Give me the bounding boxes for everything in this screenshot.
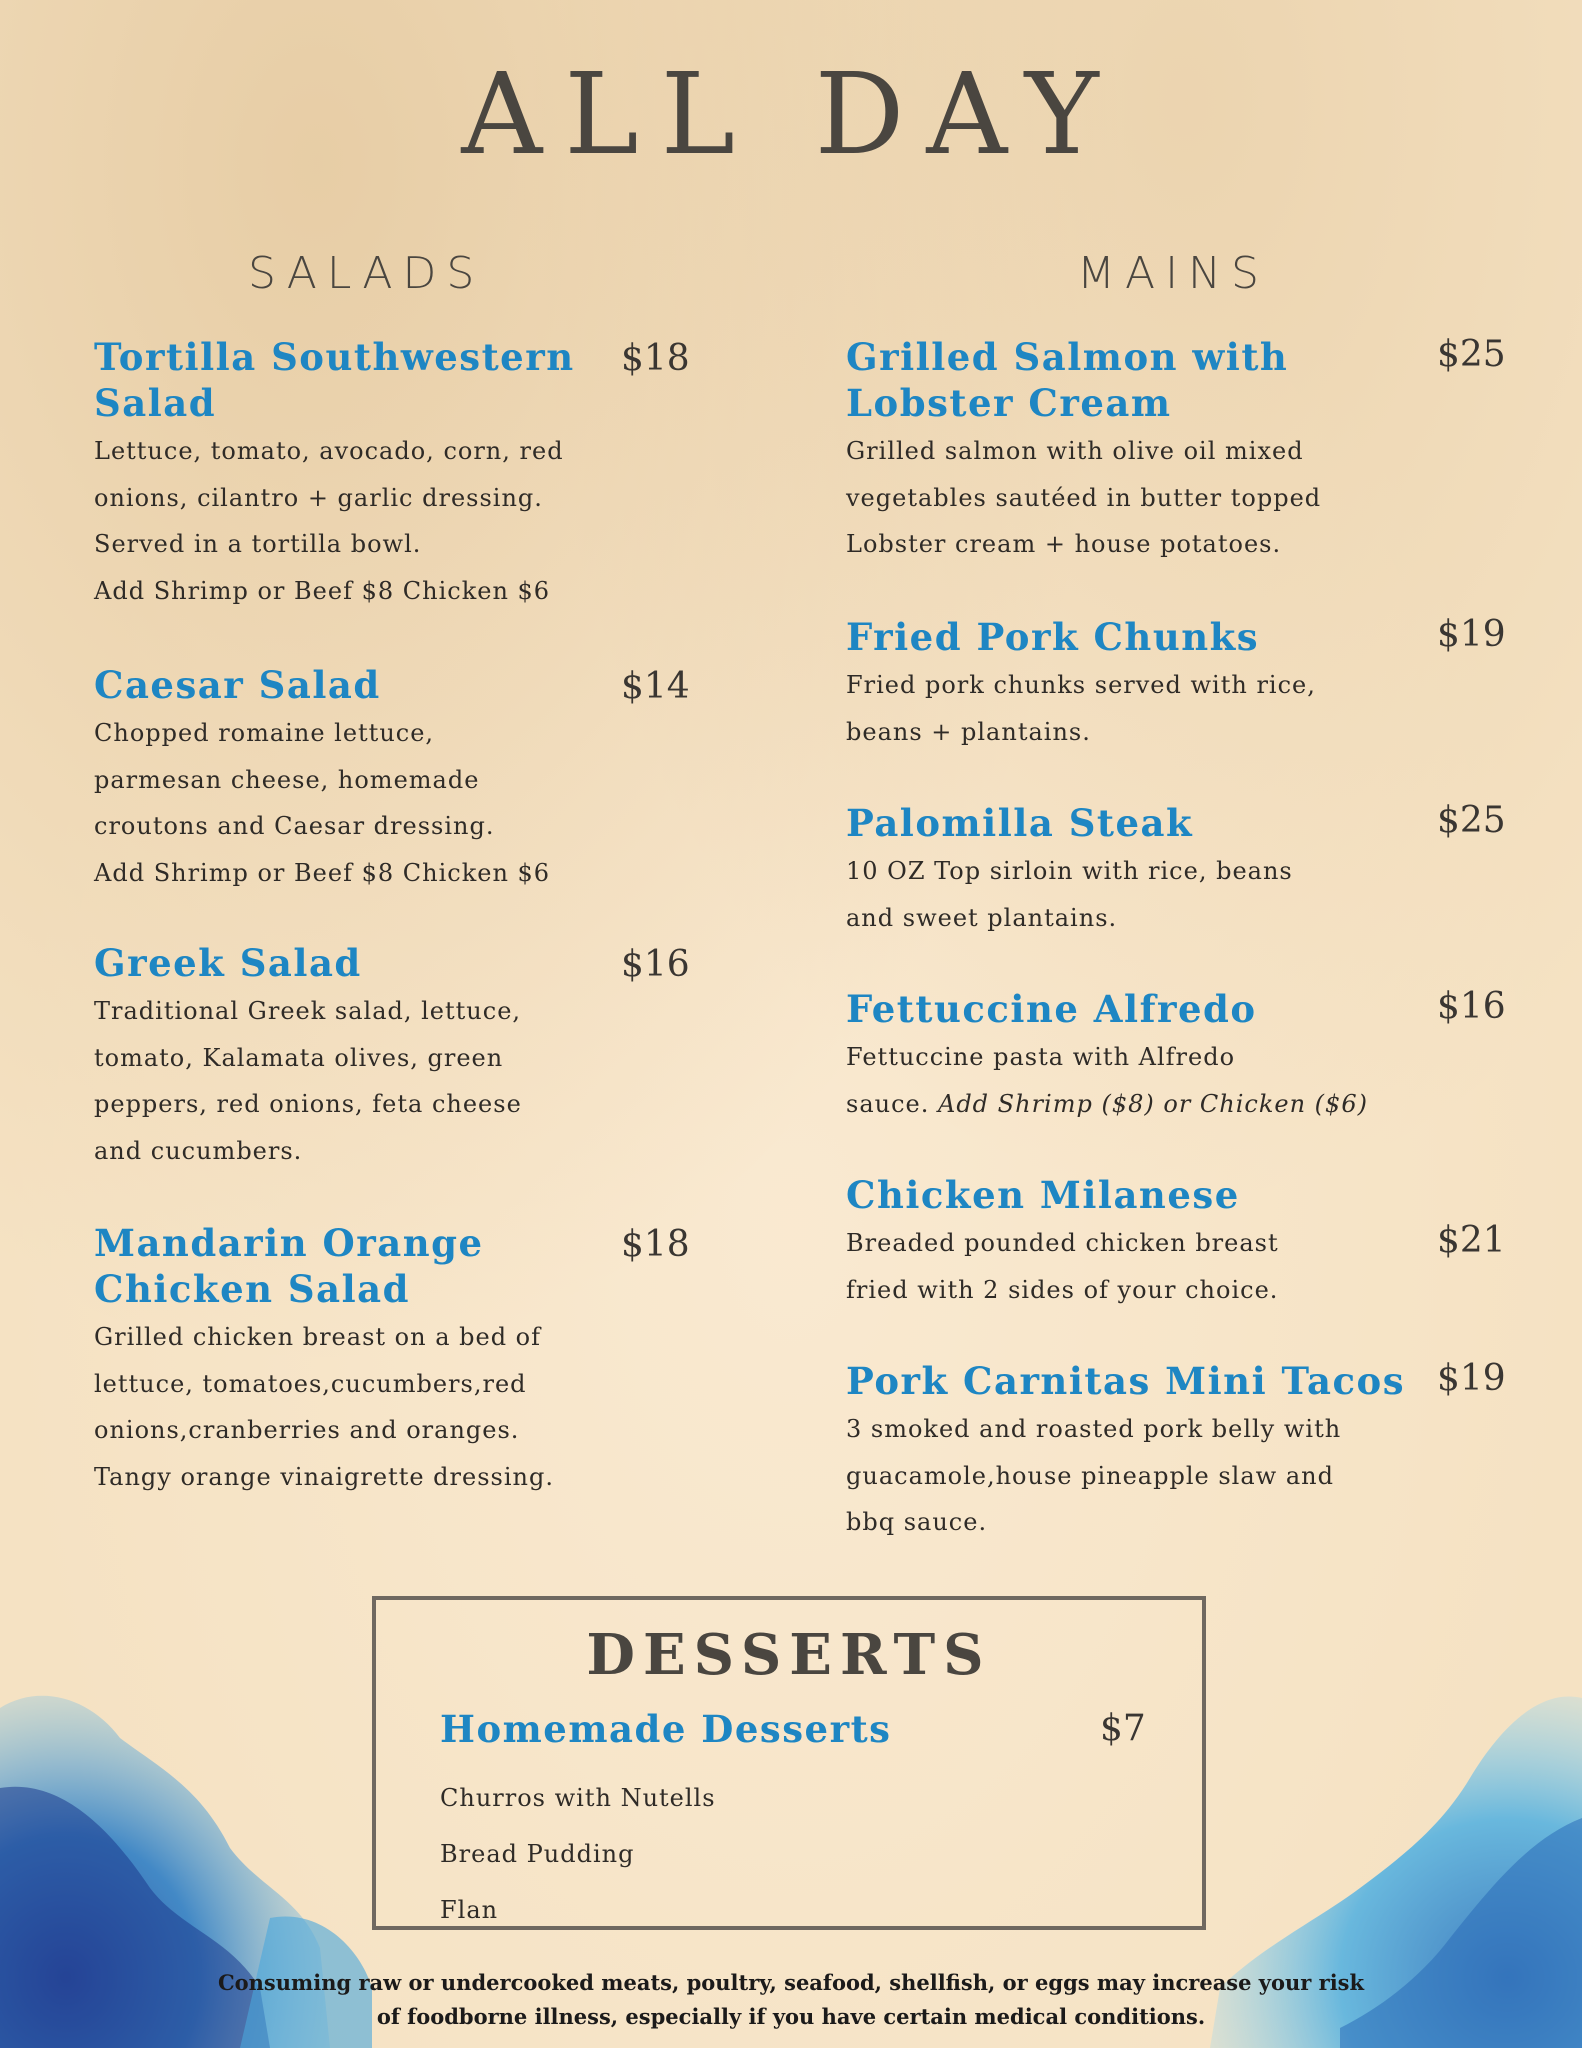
add-on-note: Add Shrimp ($8) or Chicken ($6) [937,1089,1368,1118]
item-name: Grilled Salmon with Lobster Cream [846,335,1289,425]
item-description: Fettuccine pasta with Alfredo sauce. Add Shrimp ($8) or Chicken ($6) [846,1043,1368,1118]
menu-item-mandarin-orange-chicken-salad [94,1220,614,1500]
item-name: Fried Pork Chunks [846,615,1260,659]
item-price: $25 [1437,800,1506,841]
mains-heading: MAINS [1077,248,1269,299]
item-name: Palomilla Steak [846,801,1194,845]
list-item: Bread Pudding [440,1840,635,1868]
menu-item-fettuccine-alfredo [846,986,1426,1127]
menu-item-palomilla-steak [846,800,1406,941]
item-description: Fried pork chunks served with rice, beans + plantains. [846,671,1316,746]
menu-item-grilled-salmon-with-lobster-cream [846,334,1406,568]
item-description: Breaded pounded chicken breast fried with 2 sides of your choice. [846,1229,1279,1304]
dessert-list [440,1770,716,1938]
item-description: 10 OZ Top sirloin with rice, beans and sweet plantains. [846,857,1293,932]
menu-item-greek-salad [94,940,614,1174]
menu-item-tortilla-southwestern-salad [94,334,614,614]
salads-heading: SALADS [248,248,485,299]
item-name: Greek Salad [94,941,362,985]
item-name: Caesar Salad [94,663,381,707]
item-name: Tortilla Southwestern Salad [94,335,575,425]
item-name: Homemade Desserts [440,1707,892,1751]
item-description: Grilled chicken breast on a bed of lettuce, tomatoes,cucumbers,red onions,cranberries and oranges. Tangy orange vinaigrette dressing. [94,1323,554,1491]
item-price: $19 [1437,614,1506,655]
page-title: ALL DAY [461,50,1121,180]
desserts-box [372,1596,1206,1930]
menu-item-caesar-salad [94,662,614,896]
list-item: Churros with Nutells [440,1784,716,1812]
item-price: $21 [1437,1220,1506,1261]
item-name: Chicken Milanese [846,1173,1240,1217]
item-price: $7 [1100,1708,1146,1749]
item-description: Traditional Greek salad, lettuce, tomato, Kalamata olives, green peppers, red onions, feta cheese and cucumbers. [94,997,522,1165]
menu-item-chicken-milanese [846,1172,1406,1313]
item-name: Fettuccine Alfredo [846,987,1257,1031]
item-price: $16 [1437,986,1506,1027]
item-description: 3 smoked and roasted pork belly with guacamole,house pineapple slaw and bbq sauce. [846,1415,1342,1536]
item-description: Grilled salmon with olive oil mixed vegetables sautéed in butter topped Lobster cream + house potatoes. [846,437,1322,558]
menu-item-fried-pork-chunks [846,614,1406,755]
item-description: Chopped romaine lettuce, parmesan cheese, homemade croutons and Caesar dressing. Add Shrimp or Beef $8 Chicken $6 [94,719,551,887]
item-price: $18 [621,338,690,379]
desserts-heading: DESSERTS [586,1622,992,1688]
item-price: $25 [1437,334,1506,375]
item-name: Mandarin Orange Chicken Salad [94,1221,484,1311]
list-item: Flan [440,1896,499,1924]
item-price: $18 [621,1224,690,1265]
item-price: $16 [621,944,690,985]
food-safety-disclaimer: Consuming raw or undercooked meats, poultry, seafood, shellfish, or eggs may increase your risk of foodborne illness, especially if you have certain medical conditions. [217,1970,1365,2029]
item-description: Lettuce, tomato, avocado, corn, red onions, cilantro + garlic dressing. Served in a tortilla bowl. Add Shrimp or Beef $8 Chicken $6 [94,437,564,605]
item-name: Pork Carnitas Mini Tacos [846,1359,1406,1403]
item-price: $19 [1437,1358,1506,1399]
menu-item-pork-carnitas-mini-tacos [846,1358,1426,1546]
item-price: $14 [621,666,690,707]
